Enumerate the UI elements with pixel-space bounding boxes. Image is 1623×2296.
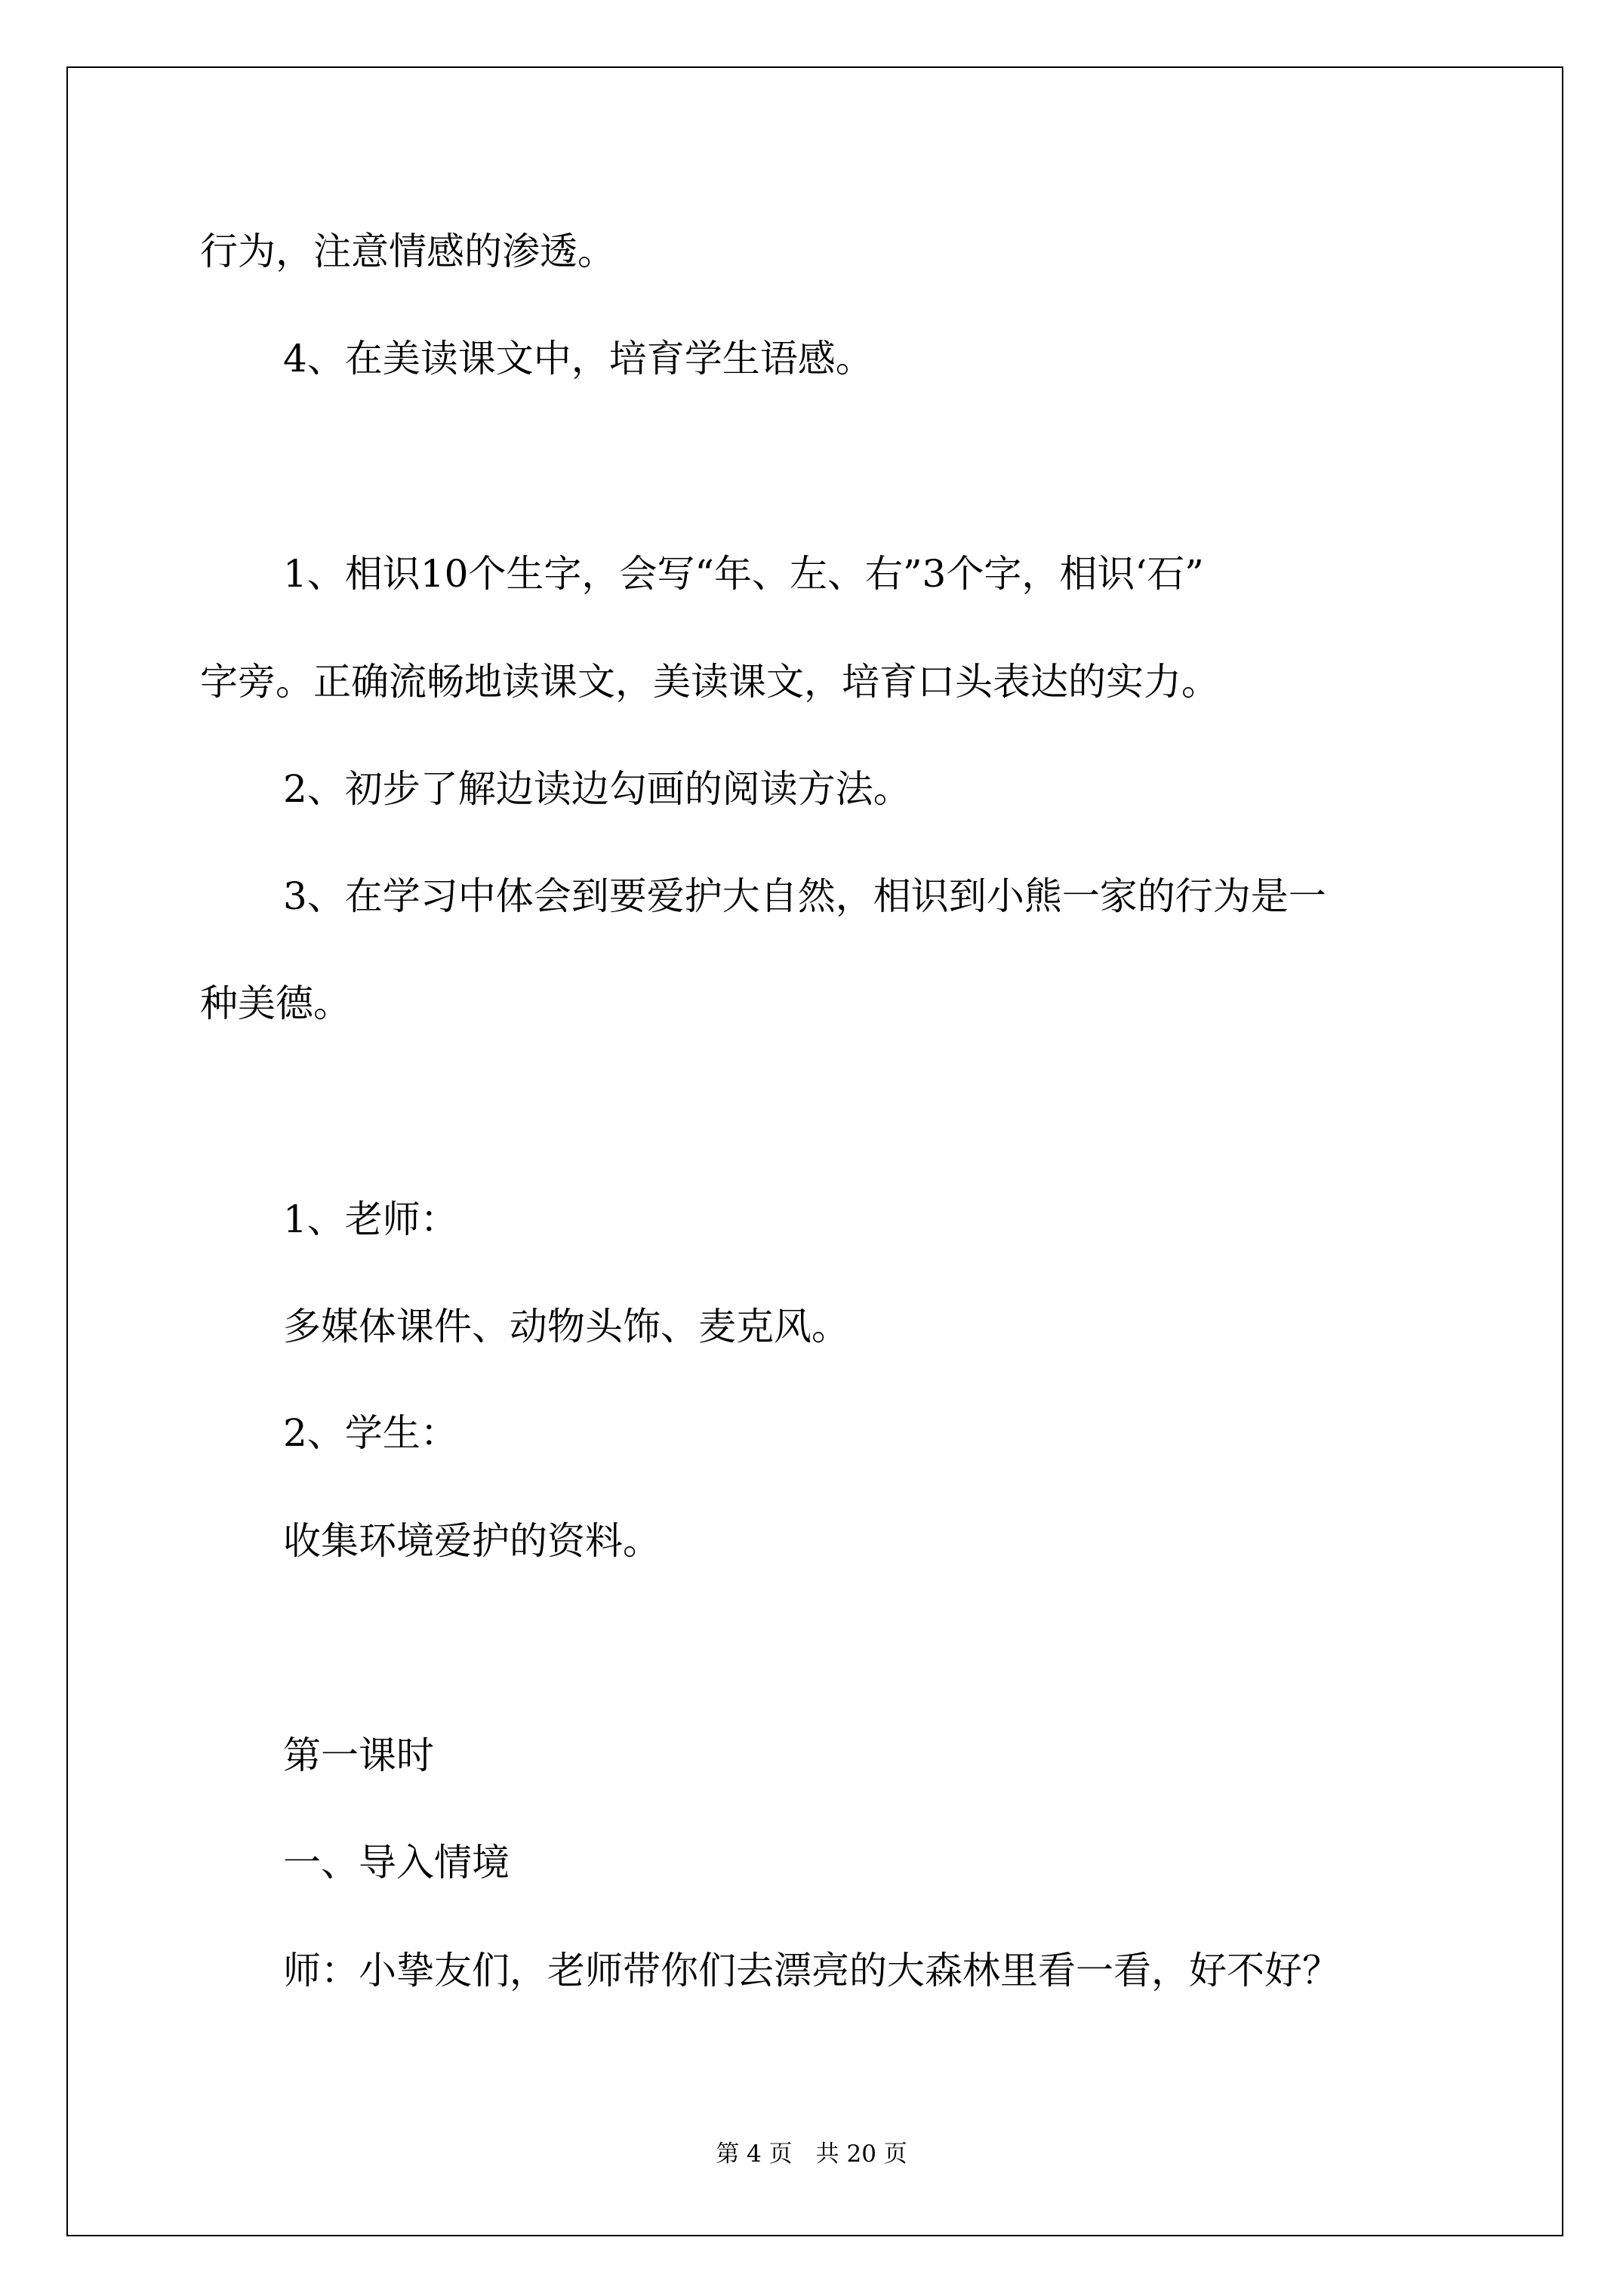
- text-line: 多媒体课件、动物头饰、麦克风。: [283, 1305, 849, 1348]
- text-line: 3、在学习中体会到要爱护大自然，相识到小熊一家的行为是一: [283, 874, 1326, 918]
- text-line: 种美德。: [200, 982, 351, 1025]
- text-line: 2、初步了解边读边勾画的阅读方法。: [283, 767, 911, 811]
- page-border: [66, 66, 1563, 2236]
- section-heading: 一、导入情境: [283, 1841, 510, 1885]
- text-line: 师：小挚友们，老师带你们去漂亮的大森林里看一看，好不好？: [283, 1949, 1340, 1992]
- text-line: 1、相识10个生字，会写“年、左、右”3个字，相识‘石”: [283, 552, 1204, 596]
- text-line: 收集环境爱护的资料。: [283, 1519, 661, 1563]
- page-footer: 第 4 页 共 20 页: [716, 2140, 907, 2168]
- text-line: 2、学生：: [283, 1411, 458, 1455]
- text-line: 4、在美读课文中，培育学生语感。: [283, 337, 873, 381]
- text-line: 行为，注意情感的渗透。: [200, 230, 615, 273]
- text-line: 1、老师：: [283, 1197, 458, 1241]
- text-line: 字旁。正确流畅地读课文，美读课文，培育口头表达的实力。: [200, 660, 1219, 704]
- section-heading: 第一课时: [283, 1734, 434, 1777]
